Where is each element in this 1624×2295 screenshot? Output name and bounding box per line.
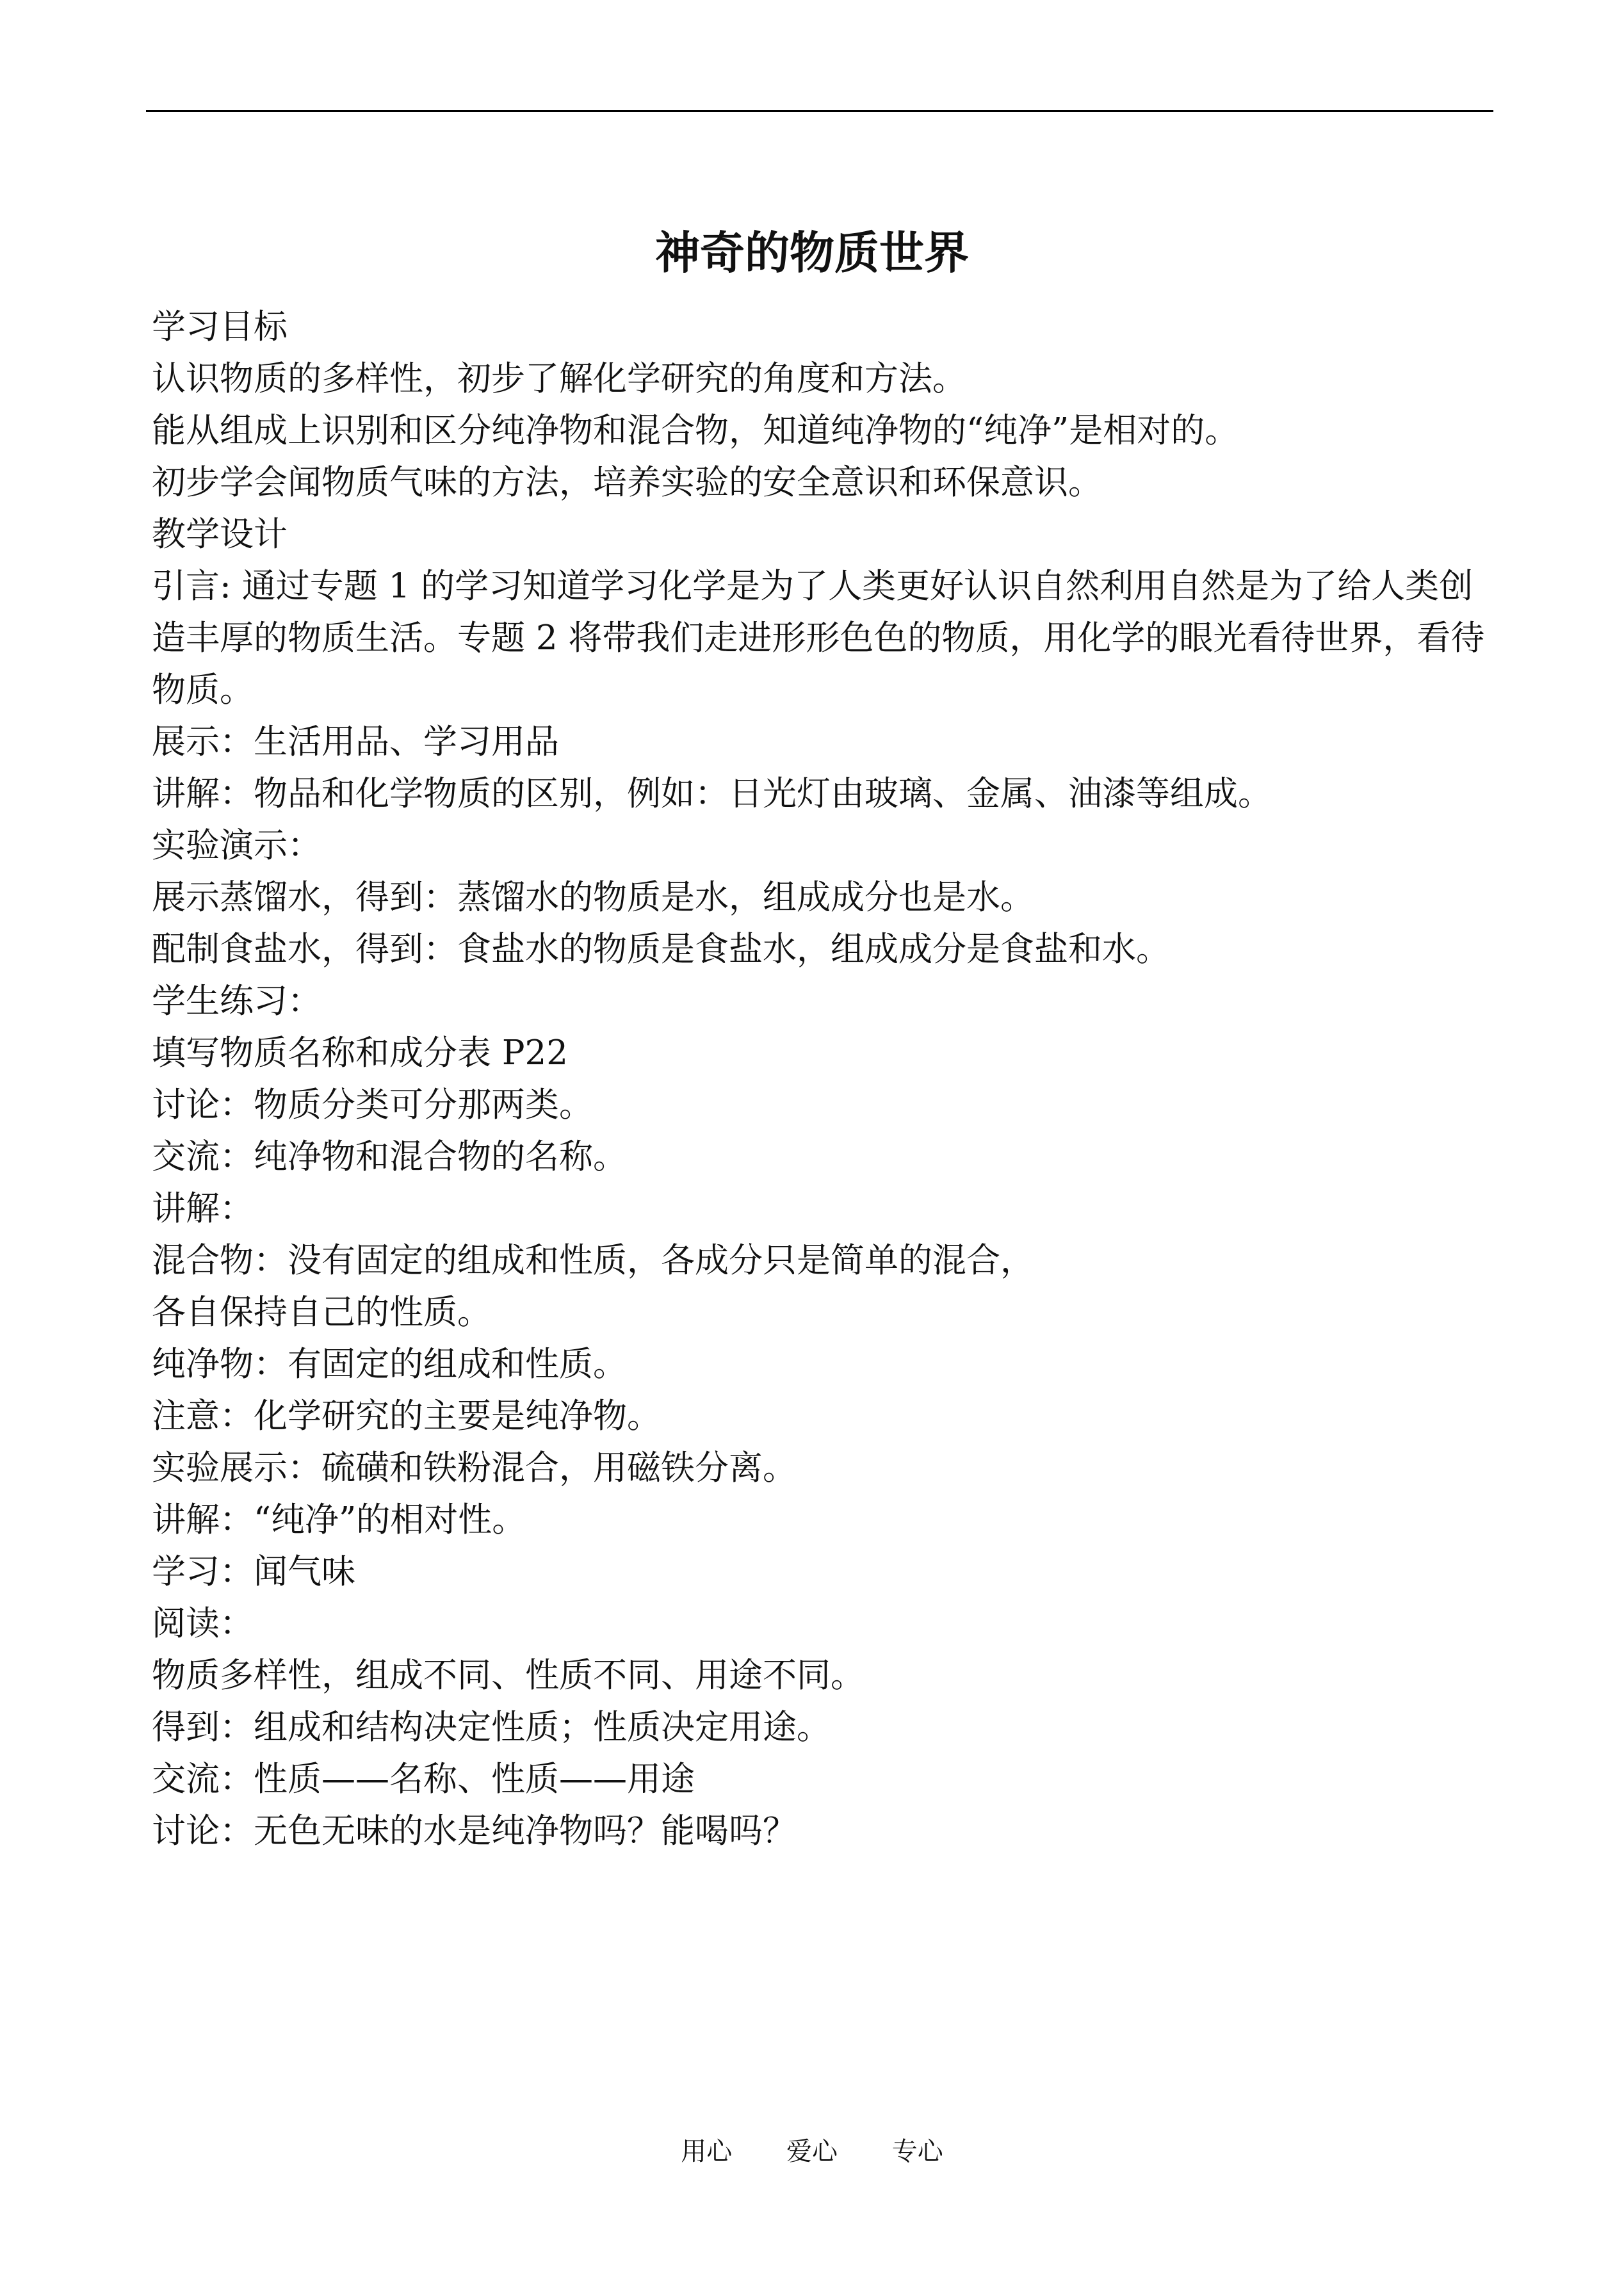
page-footer	[0, 2132, 1624, 2171]
objective-line: 认识物质的多样性，初步了解化学研究的角度和方法。	[152, 359, 966, 398]
text-line: 学习：闻气味	[152, 1552, 355, 1591]
text-line: 纯净物：有固定的组成和性质。	[152, 1345, 627, 1384]
objective-line: 能从组成上识别和区分纯净物和混合物，知道纯净物的“纯净”是相对的。	[152, 411, 1239, 450]
text-line: 讲解：	[152, 1189, 254, 1228]
page-title: 神奇的物质世界	[655, 226, 969, 279]
header-rule	[146, 110, 1493, 112]
text-line: 各自保持自己的性质。	[152, 1293, 491, 1332]
text-line: 实验演示：	[152, 826, 321, 865]
footer-motto-2: 爱心	[786, 2137, 838, 2166]
text-line: 混合物：没有固定的组成和性质，各成分只是简单的混合，	[152, 1241, 1034, 1280]
text-line: 填写物质名称和成分表 P22	[152, 1034, 568, 1073]
text-line: 展示蒸馏水，得到：蒸馏水的物质是水，组成成分也是水。	[152, 878, 1034, 917]
text-line: 展示：生活用品、学习用品	[152, 722, 559, 761]
text-line: 得到：组成和结构决定性质；性质决定用途。	[152, 1708, 831, 1747]
text-line: 注意：化学研究的主要是纯净物。	[152, 1397, 661, 1436]
text-line: 配制食盐水，得到：食盐水的物质是食盐水，组成成分是食盐和水。	[152, 930, 1170, 969]
text-line: 讲解：物品和化学物质的区别，例如：日光灯由玻璃、金属、油漆等组成。	[152, 774, 1272, 813]
text-line: 讲解：“纯净”的相对性。	[152, 1500, 526, 1539]
objective-line: 初步学会闻物质气味的方法，培养实验的安全意识和环保意识。	[152, 463, 1102, 502]
text-line: 阅读：	[152, 1604, 254, 1643]
footer-motto-1: 用心	[681, 2137, 733, 2166]
footer-motto-3: 专心	[891, 2137, 943, 2166]
text-line: 物质多样性，组成不同、性质不同、用途不同。	[152, 1656, 865, 1695]
text-line: 学生练习：	[152, 982, 321, 1021]
text-line: 交流：纯净物和混合物的名称。	[152, 1137, 627, 1176]
text-line: 交流：性质——名称、性质——用途	[152, 1760, 695, 1799]
intro-paragraph: 引言: 通过专题 1 的学习知道学习化学是为了人类更好认识自然利用自然是为了给人类创造丰厚的物质生活。专题 2 将带我们走进形形色色的物质，用化学的眼光看待世界，看待物质。	[152, 567, 1485, 710]
text-line: 实验展示：硫磺和铁粉混合，用磁铁分离。	[152, 1448, 797, 1488]
text-line: 讨论：物质分类可分那两类。	[152, 1085, 593, 1124]
section-heading-objectives: 学习目标	[152, 307, 288, 346]
document-body	[152, 301, 1490, 1857]
section-heading-design: 教学设计	[152, 515, 288, 554]
text-line: 讨论：无色无味的水是纯净物吗？能喝吗？	[152, 1812, 797, 1851]
